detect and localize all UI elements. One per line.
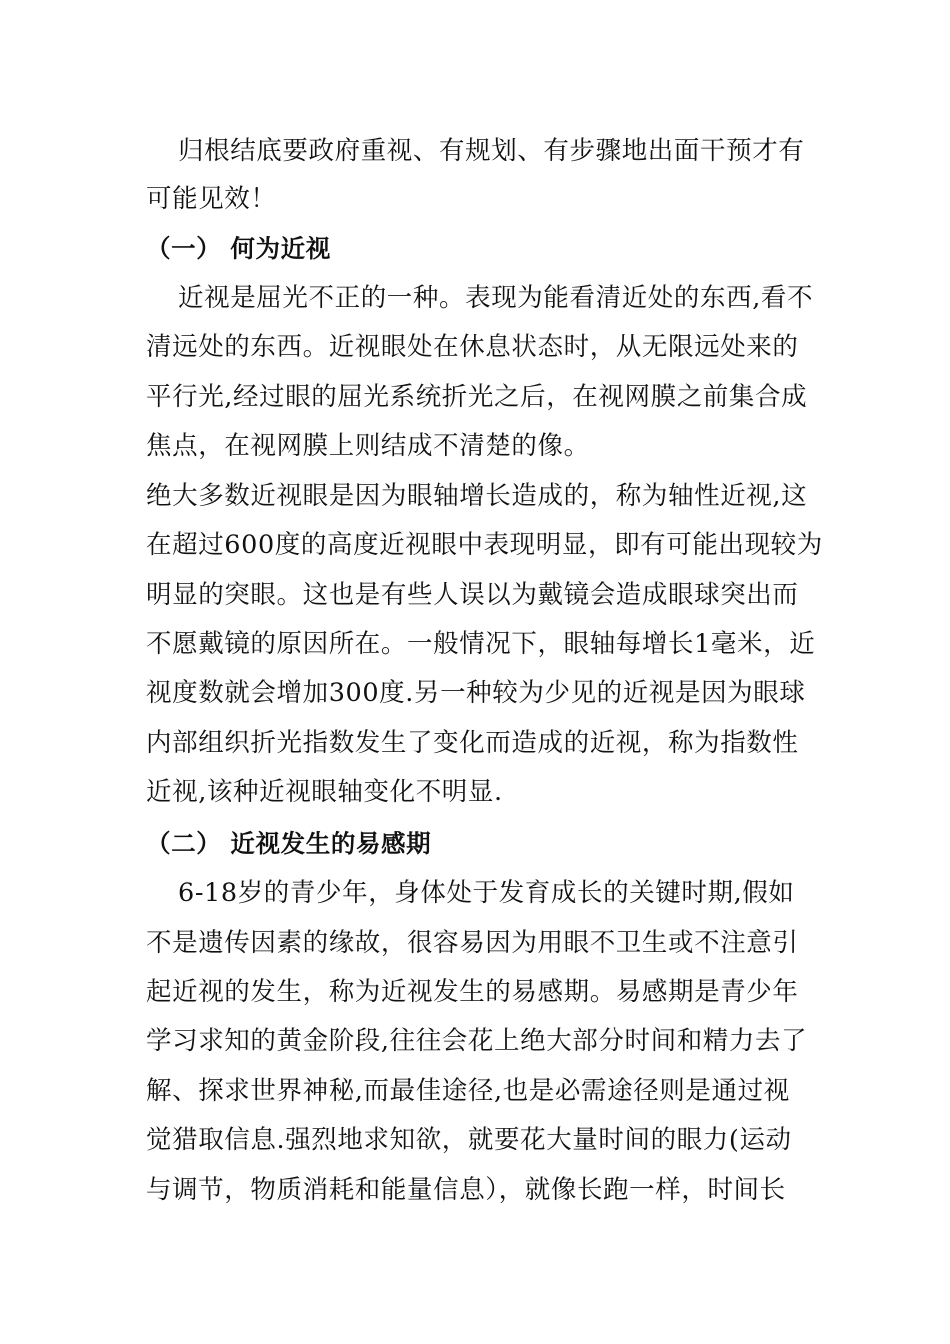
paragraph-line: 归根结底要政府重视、有规划、有步骤地出面干预才有 — [178, 136, 805, 166]
paragraph-line: 绝大多数近视眼是因为眼轴增长造成的，称为轴性近视,这 — [146, 481, 808, 511]
paragraph-line: 平行光,经过眼的屈光系统折光之后，在视网膜之前集合成 — [146, 382, 808, 412]
paragraph-line: 近视是屈光不正的一种。表现为能看清近处的东西,看不 — [178, 283, 814, 313]
paragraph-line: 清远处的东西。近视眼处在休息状态时，从无限远处来的 — [146, 332, 799, 362]
paragraph-line: 可能见效！ — [146, 184, 277, 214]
section-heading: （一） 何为近视 — [146, 234, 331, 263]
paragraph-line: 不是遗传因素的缘故，很容易因为用眼不卫生或不注意引 — [146, 928, 799, 958]
paragraph-line: 近视,该种近视眼轴变化不明显. — [146, 777, 503, 807]
paragraph-line: 起近视的发生，称为近视发生的易感期。易感期是青少年 — [146, 977, 799, 1007]
paragraph-line: 学习求知的黄金阶段,往往会花上绝大部分时间和精力去了 — [146, 1026, 808, 1056]
section-heading: （二） 近视发生的易感期 — [146, 829, 432, 858]
paragraph-line: 觉猎取信息.强烈地求知欲，就要花大量时间的眼力(运动 — [146, 1125, 792, 1155]
paragraph-line: 解、探求世界神秘,而最佳途径,也是必需途径则是通过视 — [146, 1076, 790, 1106]
paragraph-line: 与调节，物质消耗和能量信息），就像长跑一样，时间长 — [146, 1175, 786, 1205]
paragraph-line: 6-18岁的青少年，身体处于发育成长的关键时期,假如 — [178, 878, 795, 908]
paragraph-line: 视度数就会增加300度.另一种较为少见的近视是因为眼球 — [146, 678, 806, 708]
paragraph-line: 焦点，在视网膜上则结成不清楚的像。 — [146, 431, 590, 461]
paragraph-line: 明显的突眼。这也是有些人误以为戴镜会造成眼球突出而 — [146, 580, 799, 610]
paragraph-line: 在超过600度的高度近视眼中表现明显，即有可能出现较为 — [146, 530, 823, 560]
paragraph-line: 内部组织折光指数发生了变化而造成的近视，称为指数性 — [146, 728, 799, 758]
paragraph-line: 不愿戴镜的原因所在。一般情况下，眼轴每增长1毫米，近 — [146, 629, 816, 659]
